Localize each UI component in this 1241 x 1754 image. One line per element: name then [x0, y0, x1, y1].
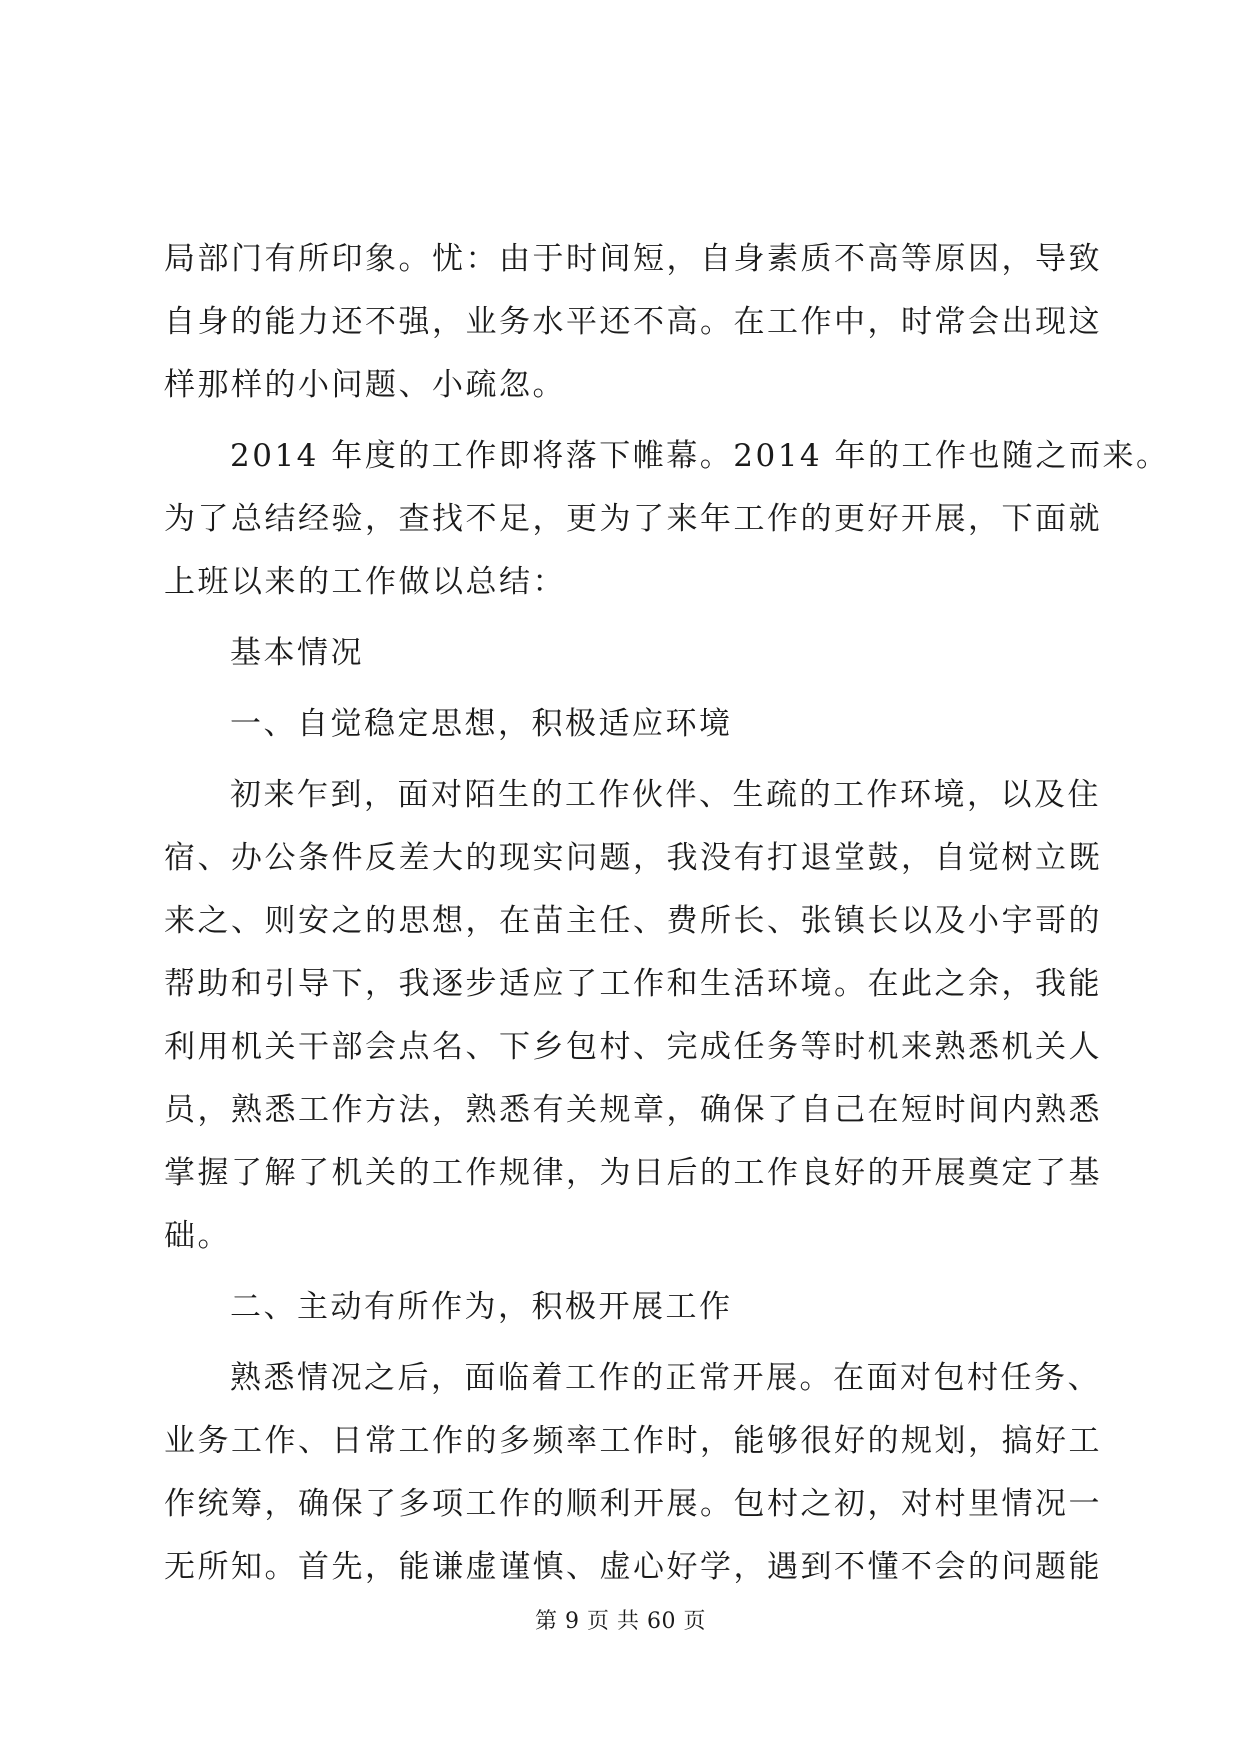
text-line: 局部门有所印象。忧：由于时间短，自身素质不高等原因，导致	[164, 241, 1102, 277]
document-body	[164, 228, 1170, 1599]
text-line: 业务工作、日常工作的多频率工作时，能够很好的规划，搞好工	[164, 1423, 1102, 1459]
text-line: 熟悉情况之后，面临着工作的正常开展。在面对包村任务、	[230, 1360, 1101, 1396]
text-line: 来之、则安之的思想，在苗主任、费所长、张镇长以及小宇哥的	[164, 903, 1102, 939]
section-heading-one	[164, 693, 1084, 756]
text-line: 础。	[164, 1218, 231, 1254]
paragraph-work	[164, 1347, 1102, 1599]
page-number-footer: 第 9 页 共 60 页	[535, 1609, 706, 1634]
heading-text: 一、自觉稳定思想，积极适应环境	[230, 706, 733, 742]
section-heading-two	[164, 1276, 1084, 1339]
text-line: 自身的能力还不强，业务水平还不高。在工作中，时常会出现这	[164, 304, 1102, 340]
text-line: 初来乍到，面对陌生的工作伙伴、生疏的工作环境，以及住	[230, 777, 1101, 813]
text-line: 上班以来的工作做以总结：	[164, 564, 566, 600]
text-line: 利用机关干部会点名、下乡包村、完成任务等时机来熟悉机关人	[164, 1029, 1102, 1065]
text-line: 掌握了解了机关的工作规律，为日后的工作良好的开展奠定了基	[164, 1155, 1102, 1191]
section-heading-basic	[164, 622, 1084, 685]
text-line: 样那样的小问题、小疏忽。	[164, 367, 566, 403]
paragraph-adaptation	[164, 764, 1102, 1268]
paragraph-intro	[164, 425, 1170, 614]
text-line: 2014 年度的工作即将落下帷幕。2014 年的工作也随之而来。	[230, 438, 1170, 474]
paragraph-continuation	[164, 228, 1102, 417]
text-line: 员，熟悉工作方法，熟悉有关规章，确保了自己在短时间内熟悉	[164, 1092, 1102, 1128]
heading-text: 基本情况	[230, 635, 364, 671]
heading-text: 二、主动有所作为，积极开展工作	[230, 1289, 733, 1325]
text-line: 无所知。首先，能谦虚谨慎、虚心好学，遇到不懂不会的问题能	[164, 1549, 1102, 1585]
text-line: 作统筹，确保了多项工作的顺利开展。包村之初，对村里情况一	[164, 1486, 1102, 1522]
text-line: 宿、办公条件反差大的现实问题，我没有打退堂鼓，自觉树立既	[164, 840, 1102, 876]
text-line: 为了总结经验，查找不足，更为了来年工作的更好开展，下面就	[164, 501, 1102, 537]
text-line: 帮助和引导下，我逐步适应了工作和生活环境。在此之余，我能	[164, 966, 1102, 1002]
